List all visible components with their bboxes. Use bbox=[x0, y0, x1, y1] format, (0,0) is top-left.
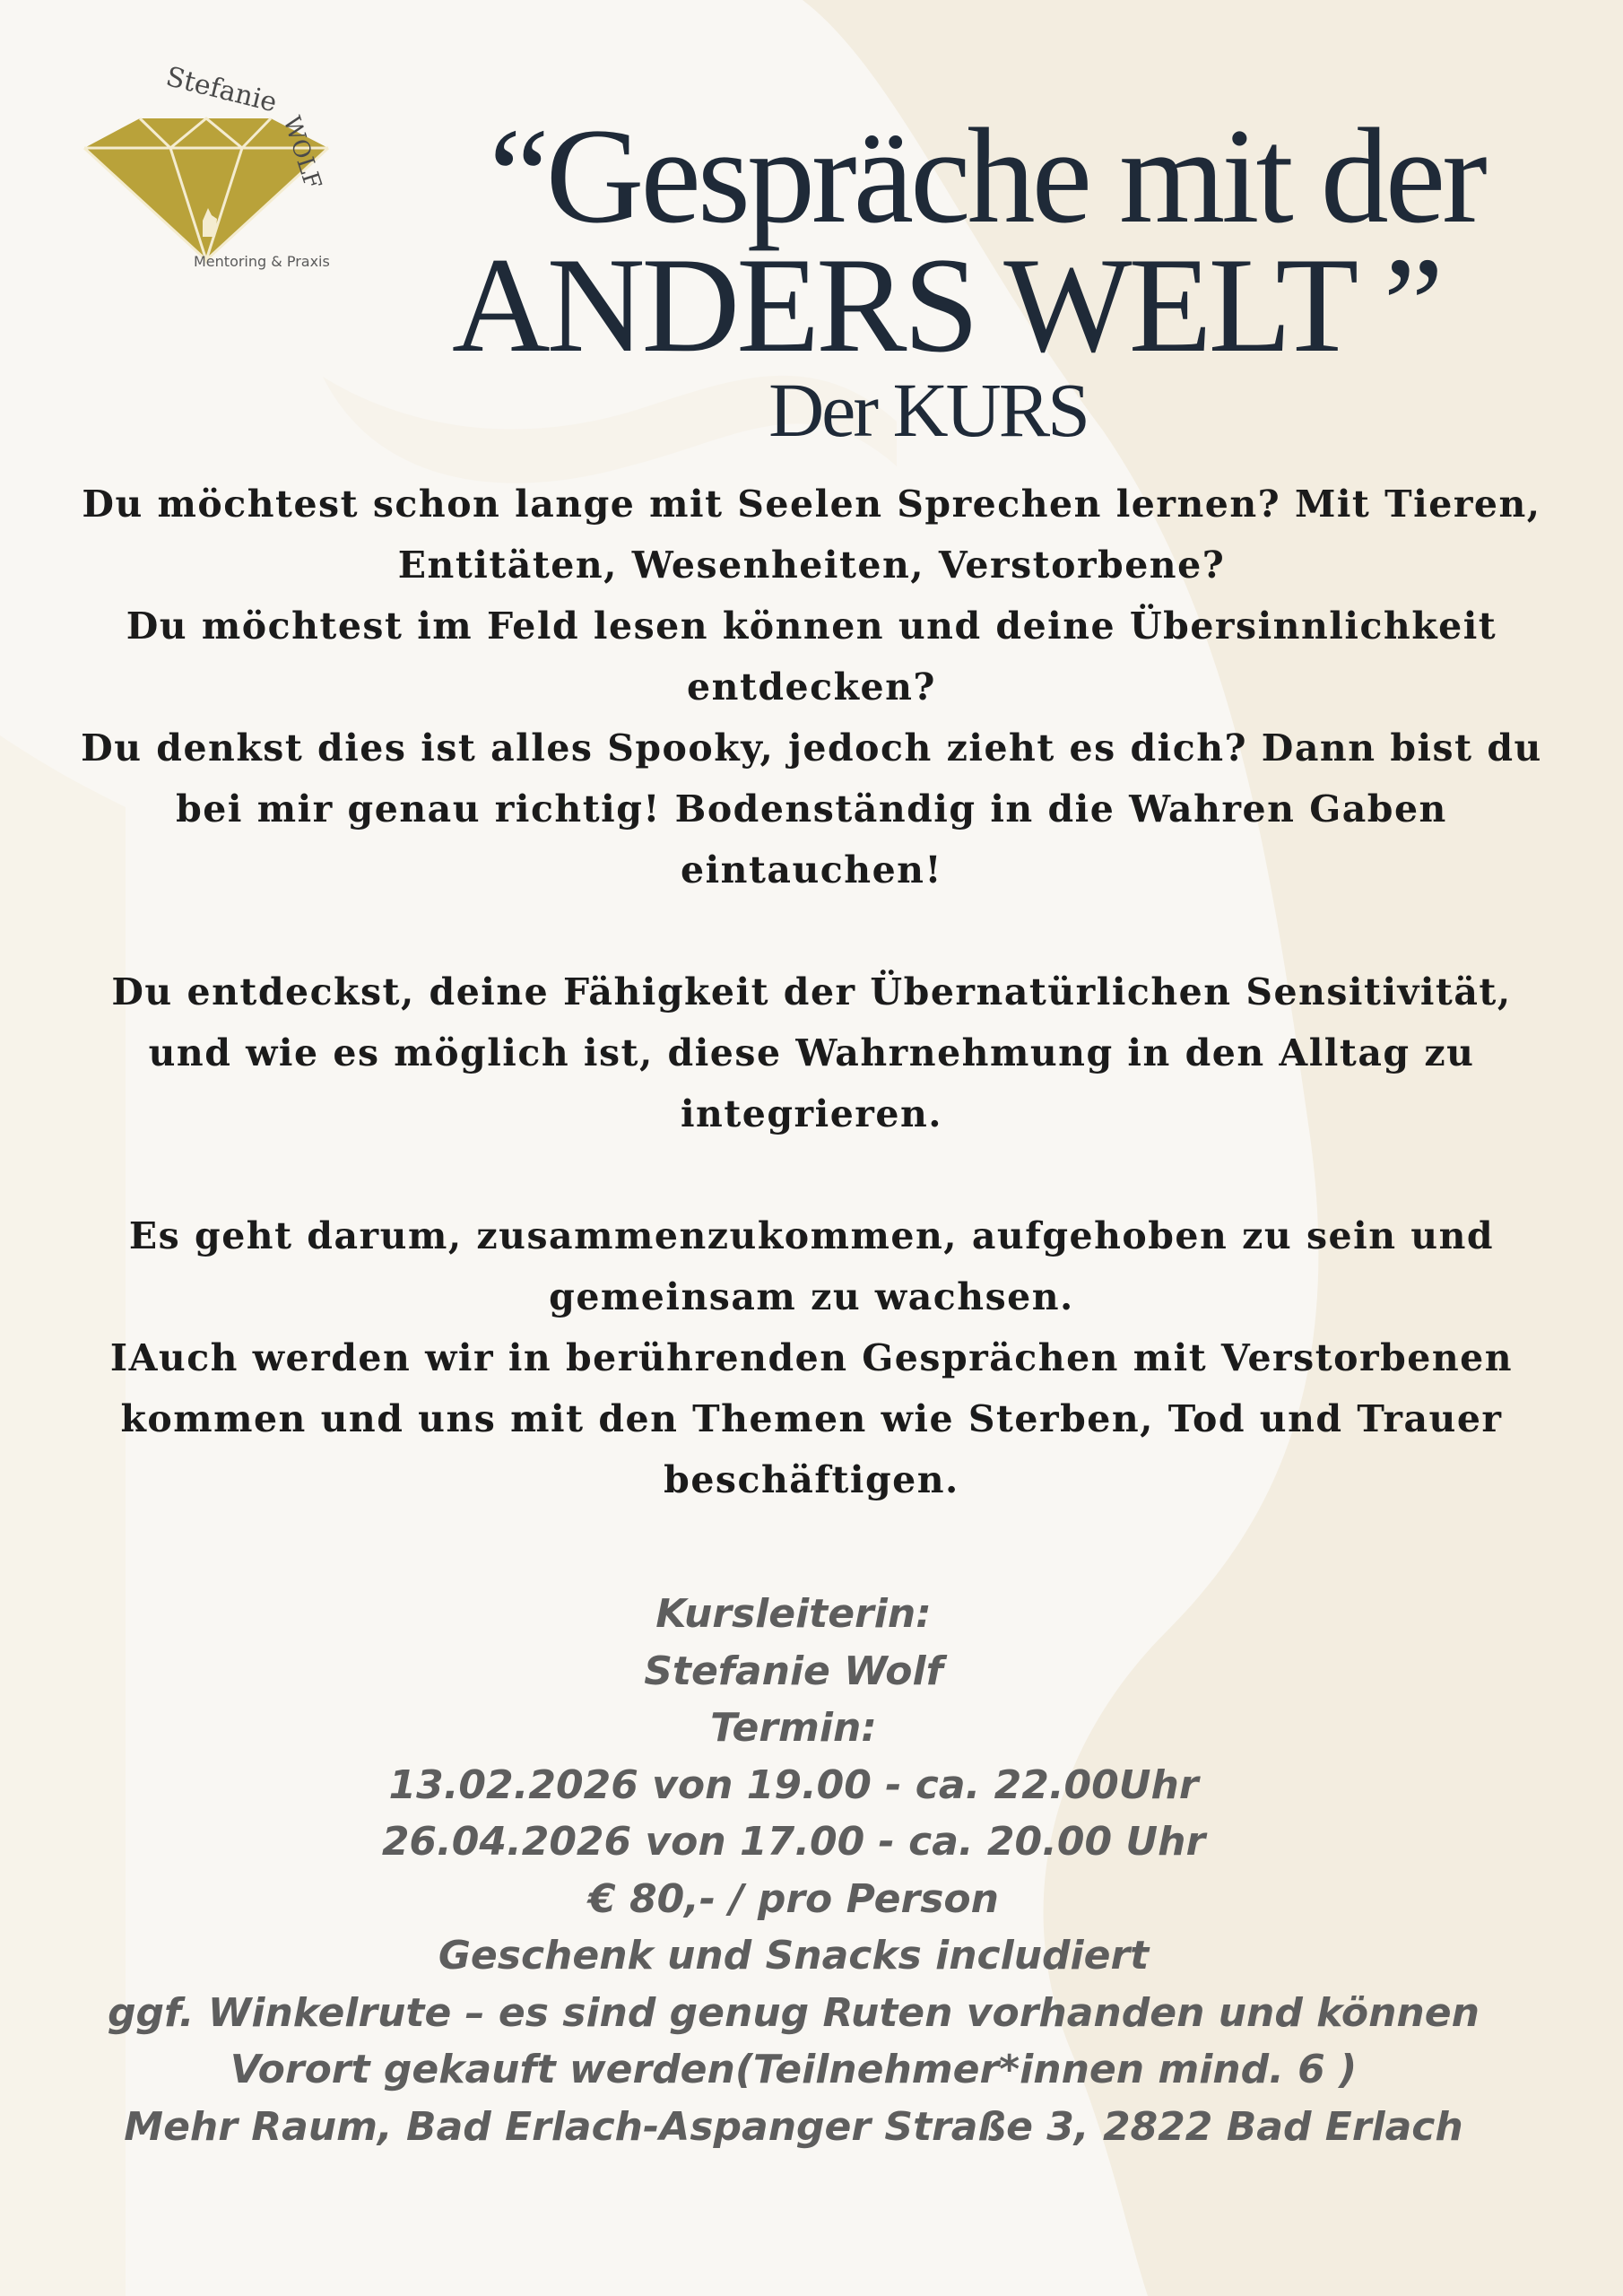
title-block bbox=[412, 100, 1542, 453]
body-line: Du möchtest schon lange mit Seelen Sprechen lernen? Mit Tieren, bbox=[82, 483, 1541, 526]
rod-line-1: ggf. Winkelrute – es sind genug Ruten vorhanden und können bbox=[108, 1989, 1480, 2036]
paragraph-gap bbox=[54, 900, 1569, 961]
course-info bbox=[54, 1586, 1533, 2155]
body-text bbox=[54, 474, 1569, 1510]
date-label: Termin: bbox=[710, 1705, 877, 1751]
body-line: Du entdeckst, deine Fähigkeit der Übernatürlichen Sensitivität, bbox=[111, 970, 1512, 1013]
leader-label: Kursleiterin: bbox=[655, 1591, 932, 1637]
date-2: 26.04.2026 von 17.00 - ca. 20.00 Uhr bbox=[381, 1819, 1206, 1865]
body-line: IAuch werden wir in berührenden Gesprächen mit Verstorbenen bbox=[109, 1336, 1514, 1379]
body-line: Entitäten, Wesenheiten, Verstorbene? bbox=[397, 544, 1226, 587]
date-1: 13.02.2026 von 19.00 - ca. 22.00Uhr bbox=[388, 1761, 1199, 1808]
paragraph-gap bbox=[54, 1144, 1569, 1205]
rod-line-2: Vorort gekauft werden(Teilnehmer*innen mind. 6 ) bbox=[230, 2047, 1358, 2092]
location: Mehr Raum, Bad Erlach-Aspanger Straße 3, 2822 Bad Erlach bbox=[124, 2103, 1463, 2150]
title-line-2: ANDERS WELT ” bbox=[451, 230, 1441, 380]
included: Geschenk und Snacks includiert bbox=[438, 1933, 1150, 1979]
body-line: integrieren. bbox=[680, 1092, 943, 1135]
body-line: Du denkst dies ist alles Spooky, jedoch zieht es dich? Dann bist du bbox=[81, 726, 1542, 770]
body-line: kommen und uns mit den Themen wie Sterben, Tod und Trauer bbox=[120, 1397, 1503, 1440]
body-line: Du möchtest im Feld lesen können und deine Übersinnlichkeit bbox=[126, 604, 1497, 648]
price: € 80,- / pro Person bbox=[588, 1875, 999, 1922]
logo-brand-first: Stefanie bbox=[162, 61, 281, 119]
logo bbox=[72, 54, 359, 287]
body-line: beschäftigen. bbox=[664, 1458, 959, 1501]
body-line: und wie es möglich ist, diese Wahrnehmung in den Alltag zu bbox=[148, 1031, 1475, 1074]
leader-name: Stefanie Wolf bbox=[644, 1648, 943, 1694]
body-line: Es geht darum, zusammenzukommen, aufgehoben zu sein und bbox=[128, 1214, 1495, 1257]
logo-tagline: Mentoring & Praxis bbox=[194, 253, 330, 270]
body-line: entdecken? bbox=[687, 665, 936, 709]
body-line: bei mir genau richtig! Bodenständig in die Wahren Gaben bbox=[176, 787, 1447, 831]
logo-brand-last: WOLF bbox=[277, 113, 326, 193]
body-line: eintauchen! bbox=[681, 848, 942, 891]
body-line: gemeinsam zu wachsen. bbox=[549, 1275, 1074, 1318]
subtitle: Der KURS bbox=[768, 367, 1088, 453]
title-line-1: “Gespräche mit der bbox=[489, 100, 1484, 251]
